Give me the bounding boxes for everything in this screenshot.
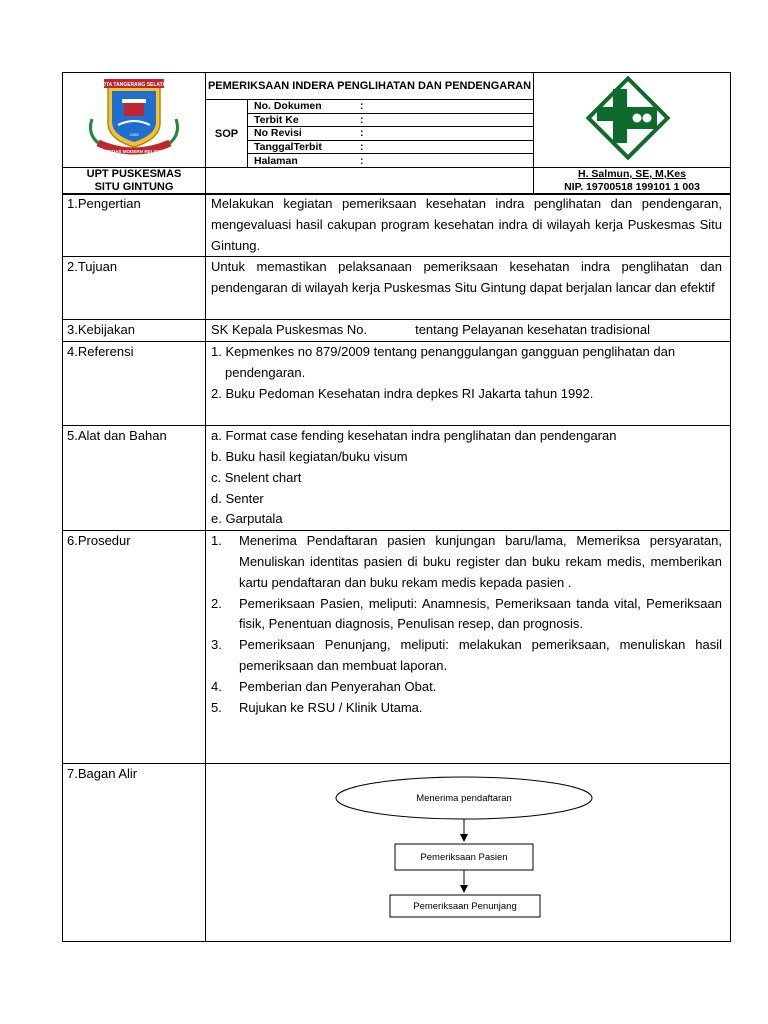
alat-item: b. Buku hasil kegiatan/buku visum (211, 448, 408, 464)
flowchart-svg (206, 764, 730, 940)
signer-name: H. Salmun, SE, M,Kes (578, 168, 686, 180)
sop-body-table (62, 193, 731, 942)
alat-item: e. Garputala (211, 511, 283, 527)
label-kebijakan: 3.Kebijakan (63, 320, 206, 342)
referensi-item-1: 1. Kepmenkes no 879/2009 tentang penanggulangan gangguan penglihatan dan (211, 344, 676, 360)
header-table (62, 72, 731, 195)
sop-label: SOP (206, 100, 248, 168)
blank-cell (206, 168, 534, 195)
unit-name (63, 168, 206, 195)
label-bagan-alir: 7.Bagan Alir (63, 764, 206, 942)
referensi-item-2: 2. Buku Pedoman Kesehatan indra depkes RI Jakarta tahun 1992. (211, 385, 594, 401)
alat-item: d. Senter (211, 490, 264, 506)
prosedur-list (206, 531, 731, 764)
referensi-item-1-cont: pendengaran. (225, 364, 306, 380)
right-logo-cell (534, 73, 731, 168)
referensi-list (206, 342, 731, 426)
meta-row-tanggal-terbit: TanggalTerbit : (248, 140, 533, 154)
sop-document (62, 72, 730, 944)
kebijakan-text (206, 320, 731, 342)
prosedur-step: 1. Menerima Pendaftaran pasien kunjungan baru/lama, Memeriksa persyaratan, Menuliskan identitas pasien di buku register dan buku rekam medis, memberikan kartu pendaftaran dan buku rekam medis kepada pasien . (211, 533, 722, 590)
logo-year: 2008 (129, 132, 139, 137)
document-meta (248, 100, 534, 168)
label-pengertian: 1.Pengertian (63, 194, 206, 257)
logo-top-text: KOTA TANGERANG SELATAN (98, 82, 170, 88)
alat-bahan-list (206, 426, 731, 531)
flowchart (206, 764, 730, 940)
prosedur-step: 4. Pemberian dan Penyerahan Obat. (211, 678, 437, 694)
alat-item: c. Snelent chart (211, 469, 302, 485)
meta-row-no-dokumen: No. Dokumen : (248, 100, 533, 113)
prosedur-step: 3. Pemeriksaan Penunjang, meliputi: melakukan pemeriksaan, menuliskan hasil pemeriksaan dan membuat laporan. (211, 637, 722, 673)
pengertian-text: Melakukan kegiatan pemeriksaan kesehatan indra penglihatan dan pendengaran, mengevaluasi hasil cakupan program kesehatan indra di wilayah kerja Puskesmas Situ Gintung. (206, 194, 731, 257)
label-tujuan: 2.Tujuan (63, 257, 206, 320)
logo-bottom-text: CERDAS MODERN RELIGIUS (101, 149, 167, 154)
bagan-alir-cell (206, 764, 731, 942)
signer-block (534, 168, 731, 195)
alat-item: a. Format case fending kesehatan indra penglihatan dan pendengaran (211, 428, 617, 444)
unit-line1: UPT PUSKESMAS (86, 168, 182, 180)
kota-tangerang-selatan-logo (84, 77, 184, 157)
prosedur-step: 2. Pemeriksaan Pasien, meliputi: Anamnesis, Pemeriksaan tanda vital, Pemeriksaan fisik, Penentuan diagnosis, Penulisan resep, dan prognosis. (211, 595, 722, 632)
label-alat-bahan: 5.Alat dan Bahan (63, 426, 206, 531)
puskesmas-logo (585, 75, 671, 161)
flow-step-start-label: Menerima pendaftaran (416, 793, 512, 805)
unit-line2: SITU GINTUNG (94, 181, 174, 193)
label-prosedur: 6.Prosedur (63, 531, 206, 764)
meta-row-halaman: Halaman : (254, 154, 364, 167)
signer-nip: NIP. 19700518 199101 1 003 (564, 181, 700, 193)
kebijakan-text-b: tentang Pelayanan kesehatan tradisional (415, 322, 650, 338)
prosedur-step: 5. Rujukan ke RSU / Klinik Utama. (211, 699, 423, 715)
meta-row-no-revisi: No Revisi : (248, 127, 533, 141)
left-logo-cell (63, 73, 206, 168)
tujuan-text: Untuk memastikan pelaksanaan pemeriksaan kesehatan indra penglihatan dan pendengaran di wilayah kerja Puskesmas Situ Gintung dapat berjalan lancar dan efektif (206, 257, 731, 320)
label-referensi: 4.Referensi (63, 342, 206, 426)
flow-step-3-label: Pemeriksaan Penunjang (413, 901, 517, 913)
meta-row-terbit-ke: Terbit Ke : (248, 113, 533, 127)
document-title: PEMERIKSAAN INDERA PENGLIHATAN DAN PENDENGARAN (206, 73, 534, 100)
flow-step-2-label: Pemeriksaan Pasien (420, 852, 508, 864)
kebijakan-text-a: SK Kepala Puskesmas No. (211, 322, 368, 338)
